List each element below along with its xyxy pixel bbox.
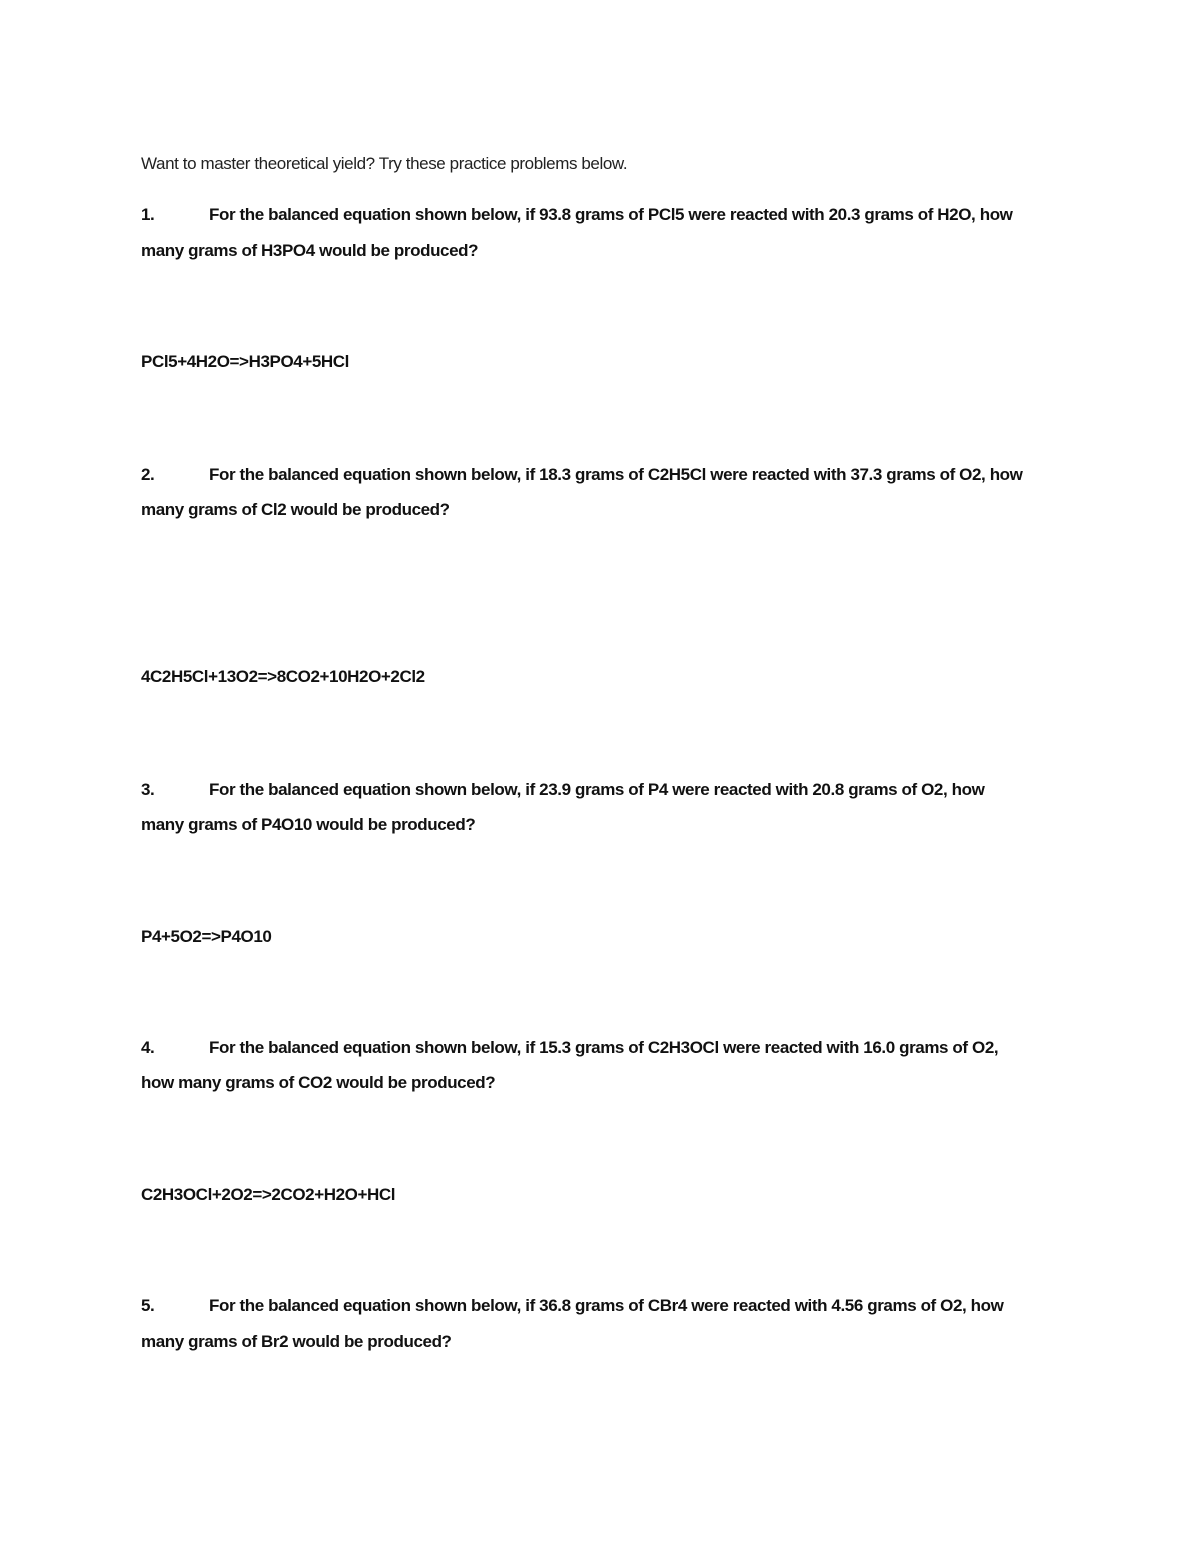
problem-1-text: For the balanced equation shown below, if 93.8 grams of PCl5 were reacted with 20.3 grams of H2O, how bbox=[209, 205, 1013, 224]
problem-2-number: 2. bbox=[141, 465, 155, 484]
problem-5-line-2: many grams of Br2 would be produced? bbox=[141, 1332, 452, 1351]
problem-1-number: 1. bbox=[141, 205, 155, 224]
problem-4-equation: C2H3OCl+2O2=>2CO2+H2O+HCl bbox=[141, 1185, 396, 1204]
problem-4-line-1 bbox=[141, 1037, 998, 1059]
problem-1-equation: PCl5+4H2O=>H3PO4+5HCl bbox=[141, 352, 349, 371]
problem-5-number: 5. bbox=[141, 1296, 155, 1315]
problem-4-line-2: how many grams of CO2 would be produced? bbox=[141, 1073, 496, 1092]
problem-1-line-1 bbox=[141, 204, 1013, 226]
problem-3-number: 3. bbox=[141, 780, 155, 799]
problem-3-line-2: many grams of P4O10 would be produced? bbox=[141, 815, 476, 834]
problem-4-number: 4. bbox=[141, 1038, 155, 1057]
problem-5-line-1 bbox=[141, 1295, 1003, 1317]
problem-5-text: For the balanced equation shown below, if 36.8 grams of CBr4 were reacted with 4.56 grams of O2, how bbox=[209, 1296, 1004, 1315]
problem-4-text: For the balanced equation shown below, if 15.3 grams of C2H3OCl were reacted with 16.0 grams of O2, bbox=[209, 1038, 999, 1057]
intro-text: Want to master theoretical yield? Try these practice problems below. bbox=[141, 154, 628, 173]
problem-2-line-2: many grams of Cl2 would be produced? bbox=[141, 500, 450, 519]
problem-3-text: For the balanced equation shown below, if 23.9 grams of P4 were reacted with 20.8 grams of O2, how bbox=[209, 780, 985, 799]
problem-1-line-2: many grams of H3PO4 would be produced? bbox=[141, 241, 479, 260]
problem-3-line-1 bbox=[141, 779, 984, 801]
problem-2-line-1 bbox=[141, 464, 1023, 486]
problem-2-equation: 4C2H5Cl+13O2=>8CO2+10H2O+2Cl2 bbox=[141, 667, 425, 686]
problem-2-text: For the balanced equation shown below, if 18.3 grams of C2H5Cl were reacted with 37.3 grams of O2, how bbox=[209, 465, 1023, 484]
problem-3-equation: P4+5O2=>P4O10 bbox=[141, 927, 272, 946]
